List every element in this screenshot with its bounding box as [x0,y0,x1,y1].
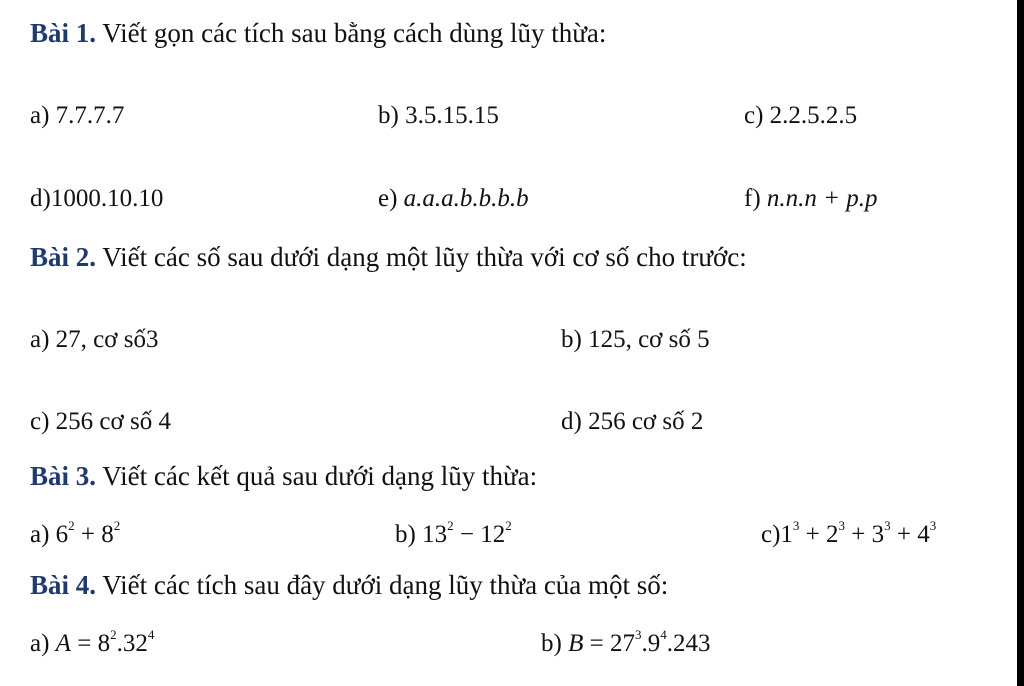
item-expression: n.n.n + p.p [766,185,878,212]
equals-sign: = [70,630,98,657]
exercise-1-item-a [30,103,124,128]
exercise-3-item-c [761,518,937,548]
base: 4 [917,521,930,548]
variable: A [55,630,71,657]
item-prefix: b) [395,521,423,548]
exercise-3-item-a [30,518,121,548]
operator: + [74,521,102,548]
base: 8 [97,630,111,657]
base: 32 [122,630,148,657]
exercise-1-item-c [744,103,857,128]
item-expression: 1000.10.10 [50,185,164,212]
operator: − [453,521,481,548]
exercise-1-item-b [378,103,499,128]
item-expression: 2.2.5.2.5 [769,102,858,129]
exercise-4-item-b [541,627,711,657]
base: 9 [647,630,661,657]
exercise-2-item-b: b) 125, cơ số 5 [561,326,710,353]
operator: + [799,521,827,548]
exponent: 3 [884,518,891,533]
exercise-2-item-d: d) 256 cơ số 2 [561,408,704,435]
base: 13 [422,521,448,548]
exercise-3-item-b [395,518,512,548]
item-prefix: c) [744,102,770,129]
exercise-4-label: Bài 4. [30,570,97,600]
exercise-4-item-a [30,627,155,657]
exponent: 4 [147,627,155,642]
exponent: 3 [792,518,800,533]
variable: B [568,630,584,657]
exponent: 3 [929,518,937,533]
exponent: 3 [634,627,642,642]
exercise-1-item-d [30,186,163,211]
item-expression: 3.5.15.15 [405,102,499,129]
dot: . [666,630,673,657]
base: 2 [826,521,839,548]
base: 6 [55,521,69,548]
item-prefix: c) [761,521,781,548]
exercise-1-heading [30,20,606,47]
exponent: 2 [110,627,117,642]
exponent: 4 [660,627,667,642]
item-prefix: f) [744,185,767,212]
exercise-1-label: Bài 1. [30,18,97,48]
exercise-2-item-c: c) 256 cơ số 4 [30,408,171,435]
exercise-1-item-f [744,186,878,211]
base: 27 [609,630,635,657]
exponent: 2 [447,518,454,533]
exponent: 2 [113,518,121,533]
operator: + [890,521,918,548]
item-prefix: a) [30,630,56,657]
item-prefix: a) [30,102,56,129]
exercise-2-label: Bài 2. [30,242,97,272]
dot: . [116,630,123,657]
operator: + [845,521,872,548]
exercise-1-item-e [378,186,529,211]
right-edge-border [1017,0,1024,686]
exponent: 3 [838,518,846,533]
item-expression: a.a.a.b.b.b.b [403,185,529,212]
exercise-3-heading [30,463,537,490]
base: 8 [101,521,114,548]
exercise-4-text: Viết các tích sau đây dưới dạng lũy thừa của một số: [102,570,669,600]
exercise-2-heading [30,244,747,271]
base: 3 [871,521,885,548]
base: 1 [780,521,793,548]
item-prefix: d) [30,185,51,212]
exercise-3-label: Bài 3. [30,461,97,491]
base: 12 [480,521,506,548]
item-prefix: b) [541,630,569,657]
exercise-1-text: Viết gọn các tích sau bằng cách dùng lũy thừa: [102,18,607,48]
exercise-2-text: Viết các số sau dưới dạng một lũy thừa với cơ số cho trước: [102,242,747,272]
equals-sign: = [583,630,610,657]
exercise-3-text: Viết các kết quả sau dưới dạng lũy thừa: [102,461,538,491]
item-prefix: b) [378,102,406,129]
item-prefix: a) [30,521,56,548]
item-expression: 7.7.7.7 [55,102,125,129]
exercise-2-item-a: a) 27, cơ số3 [30,326,159,353]
dot: . [641,630,648,657]
exercise-4-heading [30,572,668,599]
exponent: 2 [68,518,75,533]
item-prefix: e) [378,185,404,212]
base: 243 [672,630,711,657]
exponent: 2 [505,518,512,533]
